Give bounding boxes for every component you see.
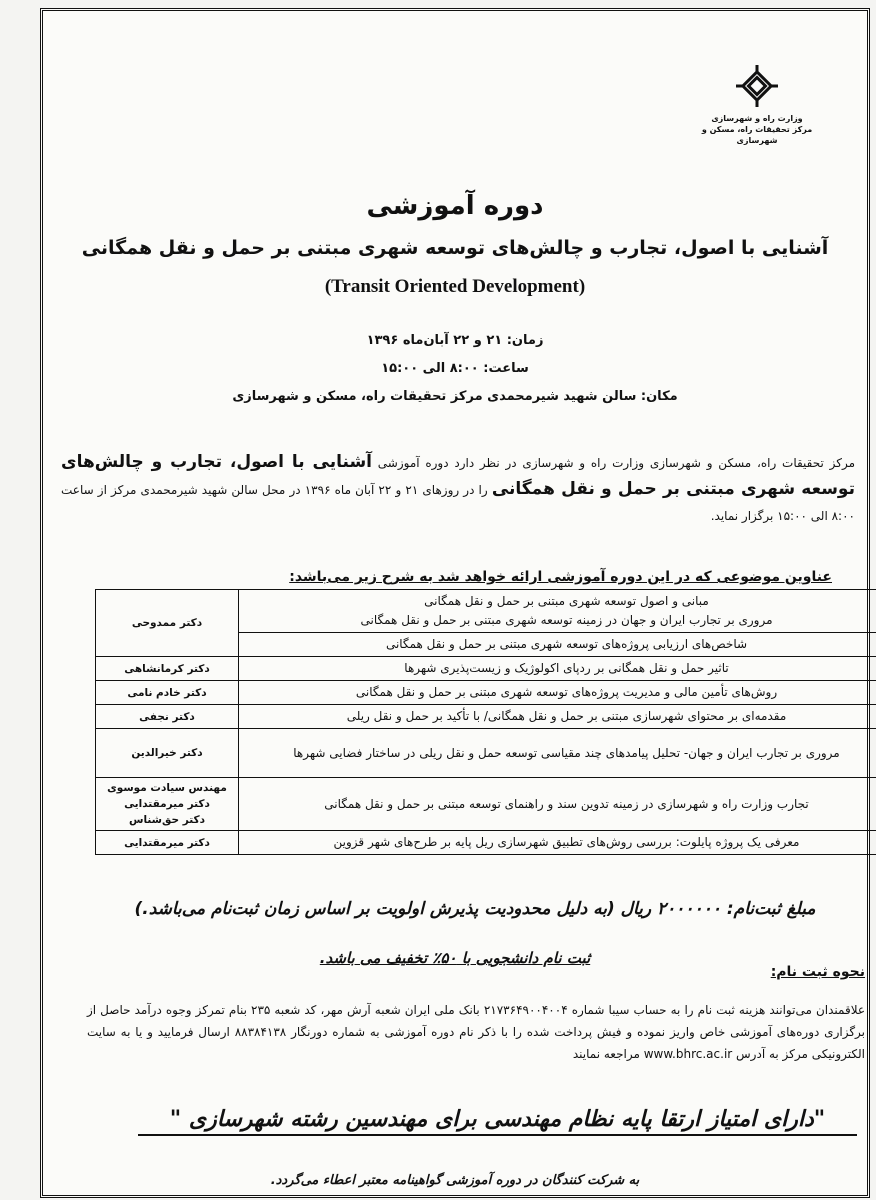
table-row bbox=[96, 681, 876, 705]
course-place: مکان: سالن شهید شیرمحمدی مرکز تحقیقات راه، مسکن و شهرسازی bbox=[232, 389, 678, 404]
course-title: دوره آموزشی bbox=[366, 191, 544, 221]
center-name: مرکز تحقیقات راه، مسکن و شهرسازی bbox=[701, 125, 813, 145]
table-row bbox=[96, 831, 876, 855]
topic-cell: روش‌های تأمین مالی و مدیریت پروژه‌های توسعه شهری مبتنی بر حمل و نقل همگانی bbox=[239, 681, 876, 705]
org-logo bbox=[687, 63, 827, 146]
bhrc-logo-icon bbox=[734, 63, 780, 109]
intro-bold: آشنایی با اصول، تجارب و چالش‌های توسعه شهری مبتنی بر حمل و نقل همگانی bbox=[61, 452, 855, 499]
table-row bbox=[96, 590, 876, 633]
lecturer-cell: دکتر خیرالدین bbox=[96, 729, 239, 778]
lecturer-cell: دکتر نجفی bbox=[96, 705, 239, 729]
topic-cell: مروری بر تجارب ایران و جهان- تحلیل پیامدهای چند مقیاسی توسعه حمل و نقل ریلی در ساختار فضایی شهرها bbox=[239, 729, 876, 778]
registration-text: علاقمندان می‌توانند هزینه ثبت نام را به حساب سیبا شماره ۲۱۷۳۶۴۹۰۰۴۰۰۴ بانک ملی ایران شعبه آرش مهر، کد شعبه ۲۳۵ بنام تمرکز وجوه درآمد حاصل از برگزاری دوره‌های آموزشی خاص واریز نموده و فیش پرداخت شده را با ذکر نام دوره آموزشی به شماره دورنگار ۸۸۳۸۴۱۳۸ ارسال فرمایید و یا به سایت الکترونیکی مرکز به آدرس www.bhrc.ac.ir مراجعه نمایند bbox=[87, 1003, 866, 1061]
topic-cell: شاخص‌های ارزیابی پروژه‌های توسعه شهری مبتنی بر حمل و نقل همگانی bbox=[239, 633, 876, 657]
topic-line: مبانی و اصول توسعه شهری مبتنی بر حمل و نقل همگانی bbox=[424, 594, 709, 608]
topic-line: مروری بر تجارب ایران و جهان در زمینه توسعه شهری مبتنی بر حمل و نقل همگانی bbox=[360, 613, 773, 627]
table-row bbox=[96, 705, 876, 729]
lecturer-cell: دکتر ممدوحی bbox=[96, 590, 239, 657]
lecturer-cell: دکتر میرمقتدایی bbox=[96, 831, 239, 855]
topic-cell: مقدمه‌ای بر محتوای شهرسازی مبتنی بر حمل و نقل همگانی/ با تأکید بر حمل و نقل ریلی bbox=[239, 705, 876, 729]
topics-heading: عناوین موضوعی که در این دوره آموزشی ارائه خواهد شد به شرح زیر می‌باشد: bbox=[289, 569, 832, 585]
topic-cell bbox=[239, 590, 876, 633]
course-date: زمان: ۲۱ و ۲۲ آبان‌ماه ۱۳۹۶ bbox=[366, 333, 544, 348]
topic-cell: تجارب وزارت راه و شهرسازی در زمینه تدوین سند و راهنمای توسعه مبتنی بر حمل و نقل همگانی bbox=[239, 778, 876, 831]
registration-heading: نحوه ثبت نام: bbox=[770, 964, 865, 980]
topics-table bbox=[95, 589, 876, 855]
table-row bbox=[96, 729, 876, 778]
intro-part2: را در روزهای ۲۱ و ۲۲ آبان ماه ۱۳۹۶ در محل سالن شهید شیرمحمدی مرکز از ساعت ۸:۰۰ الی ۱۵:۰۰ برگزار نماید. bbox=[61, 483, 855, 523]
lecturer-cell: دکتر خادم نامی bbox=[96, 681, 239, 705]
certificate-note: به شرکت کنندگان در دوره آموزشی گواهینامه معتبر اعطاء می‌گردد. bbox=[270, 1173, 640, 1188]
topic-cell: تاثیر حمل و نقل همگانی بر ردپای اکولوژیک و زیست‌پذیری شهرها bbox=[239, 657, 876, 681]
topic-cell: معرفی یک پروژه پایلوت: بررسی روش‌های تطبیق شهرسازی ریل پایه بر طرح‌های شهر قزوین bbox=[239, 831, 876, 855]
course-subtitle-en: (Transit Oriented Development) bbox=[324, 276, 586, 297]
ministry-name: وزارت راه و شهرسازی bbox=[711, 114, 803, 123]
course-time: ساعت: ۸:۰۰ الی ۱۵:۰۰ bbox=[381, 361, 529, 376]
intro-paragraph bbox=[61, 449, 855, 529]
intro-part1: مرکز تحقیقات راه، مسکن و شهرسازی وزارت راه و شهرسازی در نظر دارد دوره آموزشی bbox=[377, 456, 855, 470]
document-frame bbox=[40, 8, 870, 1198]
course-subtitle: آشنایی با اصول، تجارب و چالش‌های توسعه شهری مبتنی بر حمل و نقل همگانی bbox=[81, 237, 829, 259]
engineering-credit-banner: "دارای امتیاز ارتقا پایه نظام مهندسی برای مهندسین رشته شهرسازی " bbox=[138, 1107, 857, 1136]
student-discount: ثبت نام دانشجویی با ۵۰٪ تخفیف می باشد. bbox=[319, 949, 591, 967]
lecturer-cell: مهندس سیادت موسوی دکتر میرمقتدایی دکتر حق‌شناس bbox=[96, 778, 239, 831]
table-row bbox=[96, 657, 876, 681]
registration-fee: مبلغ ثبت‌نام: ۲۰۰۰۰۰۰ ریال (به دلیل محدودیت پذیرش اولویت بر اساس زمان ثبت‌نام می‌باشد.) bbox=[134, 899, 816, 919]
lecturer-cell: دکتر کرمانشاهی bbox=[96, 657, 239, 681]
table-row bbox=[96, 778, 876, 831]
